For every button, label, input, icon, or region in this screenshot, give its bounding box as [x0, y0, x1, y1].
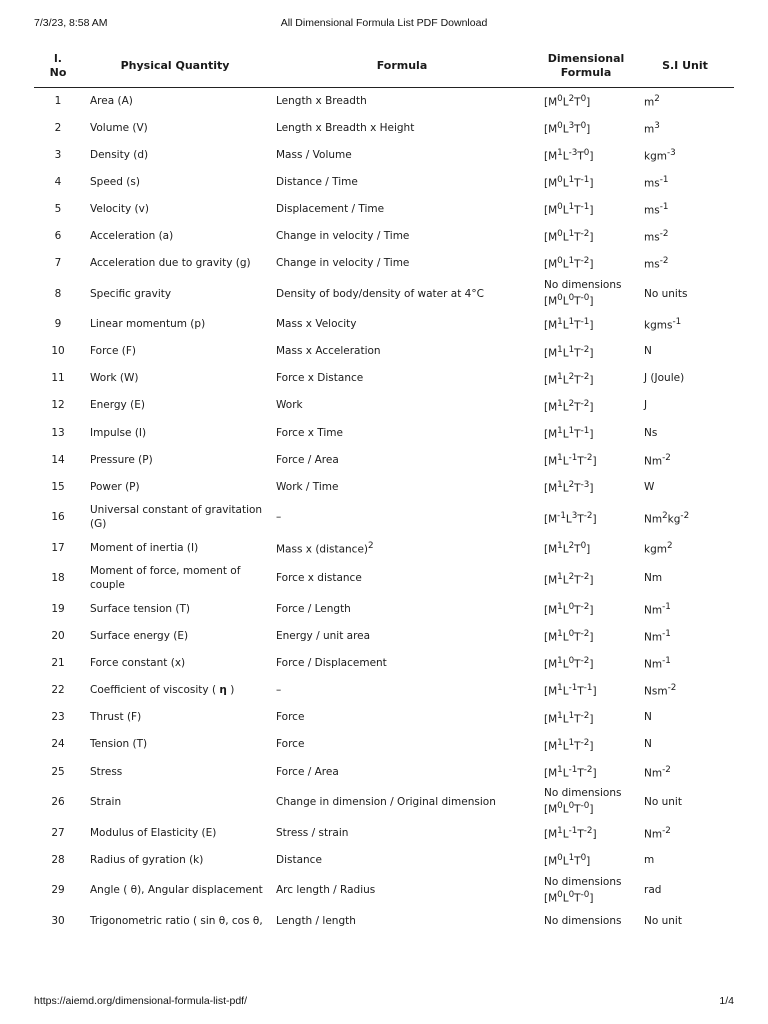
cell-no: 8 [54, 287, 62, 300]
cell-no: 12 [51, 399, 65, 412]
table-row [34, 338, 734, 365]
cell-formula: Force [276, 711, 305, 724]
cell-physical-quantity: Power (P) [90, 480, 140, 493]
cell-no: 4 [54, 175, 62, 188]
print-header [0, 17, 768, 33]
table-row [34, 141, 734, 168]
cell-si-unit: kgm$^{-3}$ [644, 147, 676, 163]
cell-physical-quantity: Modulus of Elasticity (E) [90, 826, 217, 839]
cell-dimensional-formula: $[M^0L^1T^{-2}]$ [544, 229, 594, 244]
cell-physical-quantity: Surface energy (E) [90, 630, 189, 643]
table-header-row [34, 45, 734, 87]
cell-si-unit: $Nm^{-1}$ [644, 656, 671, 671]
cell-si-unit: $Nm^{-1}$ [644, 629, 671, 644]
cell-si-unit: $ms^{-1}$ [644, 202, 669, 217]
cell-no: 15 [51, 480, 65, 493]
cell-dimensional-formula: $[M^{-1}L^3T^{-2}]$ [544, 510, 597, 526]
cell-dimensional-formula: No dimensions [544, 914, 622, 927]
cell-physical-quantity: Pressure (P) [90, 453, 153, 466]
cell-no: 17 [51, 541, 65, 554]
cell-physical-quantity: Area (A) [90, 94, 133, 107]
cell-dimensional-formula: $[M^1L^1T^{-1}]$ [544, 317, 594, 332]
cell-si-unit: $Nm^{-2}$ [644, 764, 671, 780]
cell-dimensional-formula: No dimensions $[M^0L^0T^{-0}]$ [544, 278, 622, 308]
cell-no: 24 [51, 738, 65, 751]
cell-dimensional-formula: $[M^0L^3T^0]$ [544, 120, 591, 136]
dimensional-formula-table [34, 45, 734, 934]
page-url: https://aiemd.org/dimensional-formula-list-pdf/ [34, 995, 248, 1007]
cell-dimensional-formula: $[M^1L^2T^0]$ [544, 541, 591, 556]
cell-dimensional-formula: $[M^0L^2T^0]$ [544, 94, 591, 109]
cell-physical-quantity: Acceleration due to gravity (g) [90, 257, 251, 270]
cell-dimensional-formula: $[M^0L^1T^{-1}]$ [544, 202, 594, 217]
table-row [34, 114, 734, 141]
cell-si-unit: N [644, 738, 652, 751]
cell-no: 11 [51, 372, 65, 385]
cell-formula: Change in velocity / Time [276, 257, 410, 270]
cell-formula: Distance [276, 853, 322, 866]
cell-dimensional-formula: $[M^0L^1T^{-1}]$ [544, 175, 594, 190]
cell-dimensional-formula: $[M^1L^0T^{-2}]$ [544, 629, 594, 644]
cell-formula: Force x Time [276, 426, 343, 439]
cell-physical-quantity: Linear momentum (p) [90, 318, 206, 331]
cell-physical-quantity: Radius of gyration (k) [90, 853, 204, 866]
cell-formula: Displacement / Time [276, 202, 385, 215]
table-row [34, 446, 734, 473]
table-row [34, 87, 734, 114]
cell-physical-quantity: Acceleration (a) [90, 230, 174, 243]
cell-si-unit: Nm [644, 572, 663, 585]
cell-no: 10 [51, 345, 65, 358]
cell-physical-quantity: Stress [90, 765, 123, 778]
cell-si-unit: kgm$^2$ [644, 541, 673, 556]
cell-no: 21 [51, 657, 65, 670]
table-row [34, 222, 734, 249]
table-row [34, 731, 734, 758]
table-row [34, 561, 734, 595]
cell-si-unit: N [644, 711, 652, 724]
header-dimensional-formula: Dimensional Formula [536, 45, 636, 87]
table-row [34, 473, 734, 500]
cell-formula: Length x Breadth x Height [276, 121, 415, 134]
table-row [34, 907, 734, 934]
cell-si-unit: No unit [644, 796, 682, 809]
cell-formula: Length / length [276, 914, 356, 927]
cell-formula: Distance / Time [276, 175, 358, 188]
cell-formula: Force [276, 738, 305, 751]
cell-physical-quantity: Angle ( θ), Angular displacement [90, 884, 263, 897]
cell-si-unit: Ns [644, 426, 658, 439]
cell-formula: Change in dimension / Original dimension [276, 796, 496, 809]
cell-dimensional-formula: $[M^1L^2T^{-2}]$ [544, 371, 594, 387]
cell-formula: Energy / unit area [276, 630, 371, 643]
cell-no: 1 [54, 94, 62, 107]
table-row [34, 819, 734, 846]
cell-si-unit: $Nm^{-2}$ [644, 825, 671, 841]
cell-formula: Stress / strain [276, 826, 349, 839]
cell-physical-quantity: Trigonometric ratio ( sin θ, cos θ, [90, 914, 263, 927]
table-row [34, 704, 734, 731]
cell-dimensional-formula: $[M^1L^2T^{-2}]$ [544, 398, 594, 414]
cell-formula: Mass x Velocity [276, 318, 357, 331]
table-row [34, 392, 734, 419]
table-row [34, 168, 734, 195]
cell-no: 5 [54, 202, 62, 215]
cell-dimensional-formula: $[M^1L^0T^{-2}]$ [544, 656, 594, 671]
cell-si-unit: J (Joule) [644, 372, 685, 385]
cell-si-unit: $ms^{-1}$ [644, 175, 669, 190]
cell-no: 29 [51, 884, 65, 897]
table-row [34, 758, 734, 785]
cell-physical-quantity: Moment of inertia (I) [90, 541, 199, 554]
table-row [34, 311, 734, 338]
cell-physical-quantity: Velocity (v) [90, 202, 149, 215]
cell-physical-quantity: Specific gravity [90, 287, 172, 300]
cell-si-unit: $m^2$ [644, 94, 660, 109]
cell-no: 23 [51, 711, 65, 724]
cell-physical-quantity: Work (W) [90, 372, 139, 385]
cell-formula: Mass x Acceleration [276, 345, 381, 358]
cell-no: 14 [51, 453, 65, 466]
cell-no: 2 [54, 121, 62, 134]
cell-dimensional-formula: $[M^1L^1T^{-2}]$ [544, 737, 594, 753]
cell-si-unit: J [644, 399, 648, 412]
cell-formula: Force / Length [276, 602, 351, 615]
cell-si-unit: W [644, 480, 655, 493]
cell-physical-quantity: Surface tension (T) [90, 602, 190, 615]
cell-formula: Change in velocity / Time [276, 230, 410, 243]
cell-formula: Force x distance [276, 572, 362, 585]
cell-si-unit: $ms^{-2}$ [644, 229, 669, 244]
cell-no: 9 [54, 318, 62, 331]
table-row [34, 419, 734, 446]
cell-no: 16 [51, 511, 65, 524]
print-footer [0, 995, 768, 1009]
cell-no: 3 [54, 148, 62, 161]
cell-formula: – [276, 684, 282, 697]
cell-no: 13 [51, 426, 65, 439]
cell-physical-quantity: Volume (V) [90, 121, 148, 134]
cell-dimensional-formula: $[M^1L^{-1}T^{-2}]$ [544, 825, 597, 841]
table-row [34, 365, 734, 392]
cell-si-unit: m [644, 853, 655, 866]
cell-dimensional-formula: $[M^1L^2T^{-3}]$ [544, 480, 594, 495]
page-title: All Dimensional Formula List PDF Download [280, 17, 488, 29]
cell-dimensional-formula: $[M^1L^{-1}T^{-2}]$ [544, 764, 597, 780]
cell-no: 26 [51, 796, 65, 809]
cell-dimensional-formula: $[M^1L^1T^{-2}]$ [544, 710, 594, 726]
cell-si-unit: $Nm^2kg^{-2}$ [644, 510, 690, 526]
cell-physical-quantity: Impulse (I) [90, 426, 147, 439]
cell-si-unit: $Nm^{-2}$ [644, 452, 671, 468]
page-number: 1/4 [719, 995, 734, 1007]
cell-no: 18 [51, 572, 65, 585]
cell-si-unit: No unit [644, 914, 682, 927]
cell-dimensional-formula: $[M^1L^1T^{-1}]$ [544, 425, 594, 441]
cell-formula: Force x Distance [276, 372, 364, 385]
header-no: l. No [34, 45, 82, 87]
table-row [34, 250, 734, 277]
cell-si-unit: No units [644, 287, 688, 300]
cell-no: 7 [54, 257, 62, 270]
cell-physical-quantity: Density (d) [90, 148, 149, 161]
cell-dimensional-formula: $[M^0L^1T^0]$ [544, 852, 591, 868]
cell-physical-quantity: Moment of force, moment of couple [90, 565, 241, 592]
table-row [34, 595, 734, 622]
table-row [34, 785, 734, 819]
cell-physical-quantity: Energy (E) [90, 399, 145, 412]
cell-dimensional-formula: $[M^1L^2T^{-2}]$ [544, 571, 594, 587]
header-physical-quantity: Physical Quantity [82, 45, 268, 87]
cell-no: 30 [51, 914, 65, 927]
cell-formula: Mass x (distance)$^2$ [276, 541, 374, 556]
cell-dimensional-formula: $[M^1L^1T^{-2}]$ [544, 344, 594, 360]
cell-physical-quantity: Thrust (F) [90, 711, 142, 724]
cell-physical-quantity: Speed (s) [90, 175, 140, 188]
cell-no: 22 [51, 684, 65, 697]
cell-dimensional-formula: $[M^1L^0T^{-2}]$ [544, 602, 594, 617]
cell-si-unit: rad [644, 884, 662, 897]
cell-dimensional-formula: $[M^1L^{-1}T^{-2}]$ [544, 452, 597, 468]
cell-formula: Force / Area [276, 453, 339, 466]
cell-formula: Work [276, 399, 303, 412]
table-row [34, 534, 734, 561]
cell-dimensional-formula: $[M^1L^{-1}T^{-1}]$ [544, 683, 597, 698]
cell-physical-quantity: Universal constant of gravitation (G) [90, 504, 263, 531]
cell-physical-quantity: Strain [90, 796, 122, 809]
cell-formula: Force / Displacement [276, 657, 387, 670]
cell-formula: Work / Time [276, 480, 339, 493]
cell-dimensional-formula: $[M^1L^{-3}T^0]$ [544, 147, 594, 163]
cell-dimensional-formula: No dimensions $[M^0L^0T^{-0}]$ [544, 787, 622, 816]
cell-formula: Length x Breadth [276, 94, 367, 107]
header-formula: Formula [268, 45, 536, 87]
cell-physical-quantity: Coefficient of viscosity ( η ) [90, 684, 235, 697]
cell-no: 25 [51, 765, 65, 778]
cell-si-unit: Nsm$^{-2}$ [644, 683, 677, 698]
cell-si-unit: $Nm^{-1}$ [644, 602, 671, 617]
cell-si-unit: N [644, 345, 652, 358]
dimensional-formula-table-wrap [34, 45, 734, 934]
cell-no: 19 [51, 602, 65, 615]
table-row [34, 623, 734, 650]
table-body [34, 87, 734, 934]
cell-no: 27 [51, 826, 65, 839]
cell-no: 6 [54, 230, 62, 243]
table-row [34, 677, 734, 704]
cell-physical-quantity: Force (F) [90, 345, 136, 358]
cell-formula: Density of body/density of water at 4°C [276, 287, 484, 300]
table-row [34, 195, 734, 222]
print-date: 7/3/23, 8:58 AM [34, 17, 108, 29]
cell-dimensional-formula: No dimensions $[M^0L^0T^{-0}]$ [544, 875, 622, 904]
cell-si-unit: $m^3$ [644, 120, 660, 136]
cell-physical-quantity: Tension (T) [90, 738, 148, 751]
cell-physical-quantity: Force constant (x) [90, 657, 186, 670]
cell-dimensional-formula: $[M^0L^1T^{-2}]$ [544, 256, 594, 271]
cell-formula: – [276, 511, 282, 524]
cell-no: 20 [51, 630, 65, 643]
table-row [34, 650, 734, 677]
table-row [34, 500, 734, 534]
header-si-unit: S.I Unit [636, 45, 734, 87]
cell-si-unit: kgms$^{-1}$ [644, 317, 682, 332]
cell-si-unit: $ms^{-2}$ [644, 256, 669, 271]
table-row [34, 277, 734, 311]
table-row [34, 873, 734, 907]
cell-formula: Mass / Volume [276, 148, 352, 161]
cell-formula: Arc length / Radius [276, 884, 376, 897]
cell-formula: Force / Area [276, 765, 339, 778]
table-row [34, 846, 734, 873]
cell-no: 28 [51, 853, 65, 866]
